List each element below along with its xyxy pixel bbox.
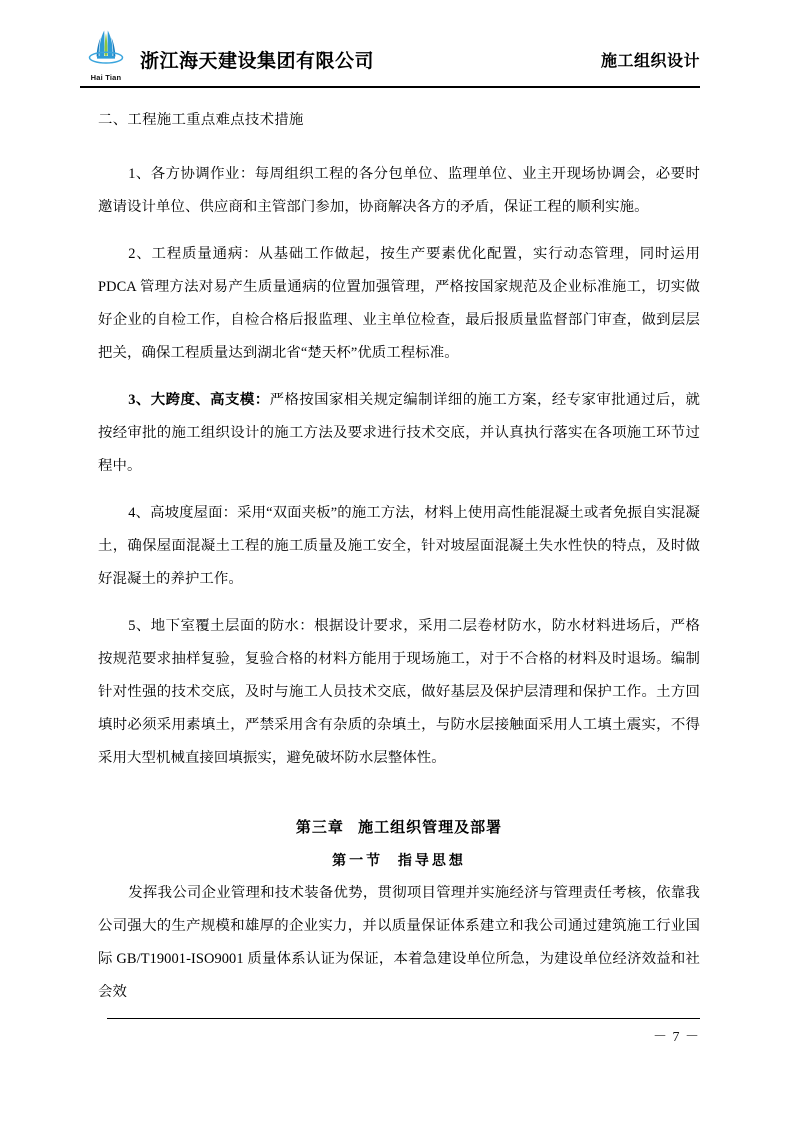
header-divider bbox=[80, 86, 700, 88]
paragraph-item-3 bbox=[98, 384, 700, 483]
chapter-heading bbox=[98, 811, 700, 844]
document-title: 施工组织设计 bbox=[600, 53, 700, 70]
chapter-name: 施工组织管理及部署 bbox=[358, 819, 503, 836]
logo-caption: Hai Tian bbox=[90, 73, 122, 82]
section-heading: 二、工程施工重点难点技术措施 bbox=[98, 112, 304, 128]
spacer bbox=[98, 483, 700, 497]
section-gap bbox=[383, 852, 398, 868]
spacer bbox=[98, 137, 700, 158]
paragraph-item-2: 2、工程质量通病：从基础工作做起，按生产要素优化配置，实行动态管理，同时运用 PDCA 管理方法对易产生质量通病的位置加强管理，严格按国家规范及企业标准施工，切实做好企业的自检工作，自检合格后报监理、业主单位检查，最后报质量监督部门审查，做到层层把关，确保工程质量达到湖北省“楚天杯”优质工程标准。 bbox=[98, 246, 700, 361]
page-header bbox=[80, 24, 700, 88]
company-name: 浙江海天建设集团有限公司 bbox=[140, 51, 375, 72]
paragraph-item-4: 4、高坡度屋面：采用“双面夹板”的施工方法，材料上使用高性能混凝土或者免振自实混凝土，确保屋面混凝土工程的施工质量及施工安全，针对坡屋面混凝土失水性快的特点，及时做好混凝土的养护工作。 bbox=[98, 505, 700, 587]
paragraph-item-1: 1、各方协调作业：每周组织工程的各分包单位、监理单位、业主开现场协调会，必要时邀请设计单位、供应商和主管部门参加，协商解决各方的矛盾，保证工程的顺利实施。 bbox=[98, 166, 700, 215]
section-subheading bbox=[98, 844, 700, 877]
chapter-label: 第三章 bbox=[295, 819, 344, 836]
paragraph-item-3-lead: 3、大跨度、高支模： bbox=[128, 392, 270, 408]
spacer bbox=[98, 775, 700, 811]
closing-paragraph: 发挥我公司企业管理和技术装备优势，贯彻项目管理并实施经济与管理责任考核，依靠我公司强大的生产规模和雄厚的企业实力，并以质量保证体系建立和我公司通过建筑施工行业国际 GB/T19001-ISO9001 质量体系认证为保证，本着急建设单位所急，为建设单位经济效益和社会效 bbox=[98, 885, 700, 1000]
document-content bbox=[98, 104, 700, 1009]
paragraph-item-5: 5、地下室覆土层面的防水：根据设计要求，采用二层卷材防水，防水材料进场后，严格按规范要求抽样复验，复验合格的材料方能用于现场施工，对于不合格的材料及时退场。编制针对性强的技术交底，及时与施工人员技术交底，做好基层及保护层清理和保护工作。土方回填时必须采用素填土，严禁采用含有杂质的杂填土，与防水层接触面采用人工填土震实，不得采用大型机械直接回填振实，避免破坏防水层整体性。 bbox=[98, 618, 700, 766]
spacer bbox=[98, 224, 700, 238]
section-label: 第一节 bbox=[332, 852, 384, 868]
footer-divider bbox=[107, 1018, 700, 1019]
chapter-gap bbox=[344, 819, 358, 836]
section-name: 指导思想 bbox=[397, 852, 466, 868]
spacer bbox=[98, 370, 700, 384]
company-logo bbox=[80, 26, 132, 82]
spacer bbox=[98, 596, 700, 610]
page-number: － 7 － bbox=[653, 1030, 700, 1045]
paragraph-item-3-body: 严格按国家相关规定编制详细的施工方案，经专家审批通过后，就按经审批的施工组织设计的施工方法及要求进行技术交底，并认真执行落实在各项施工环节过程中。 bbox=[98, 392, 701, 474]
haitian-tower-icon bbox=[84, 26, 128, 68]
